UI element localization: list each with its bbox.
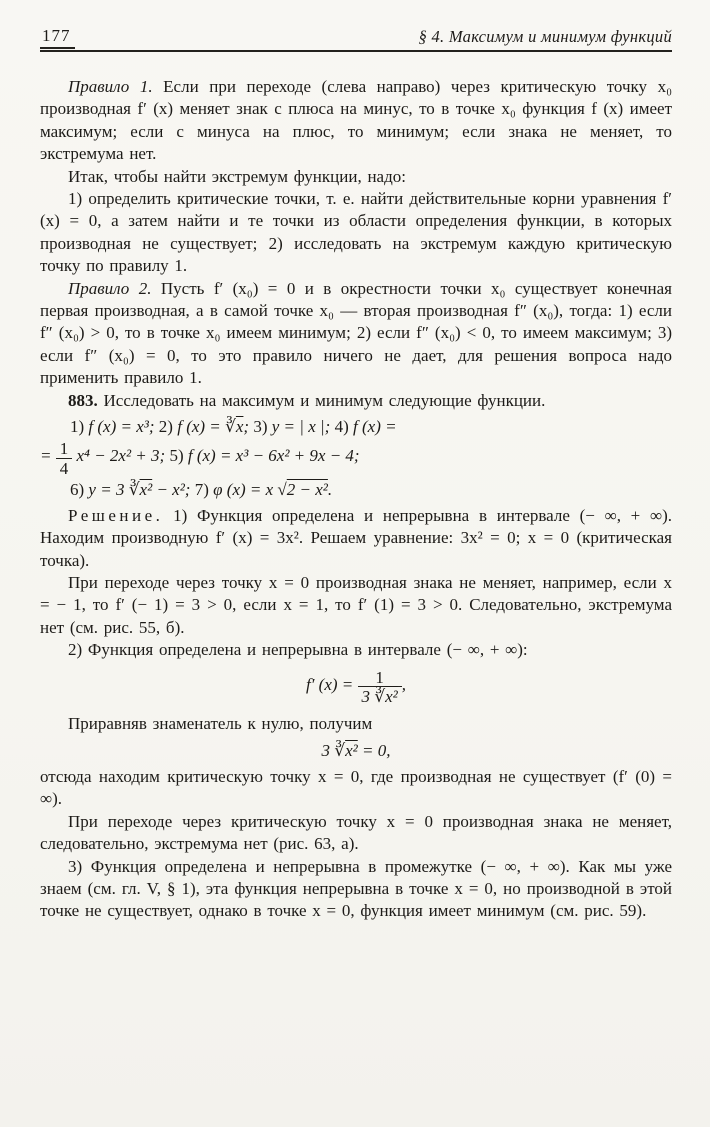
problem-number: 883. [68,390,98,410]
paragraph-function-2: 2) Функция определена и непрерывна в интервале (− ∞, + ∞): [68,640,528,660]
paragraph-steps: 1) определить критические точки, т. е. найти действительные корни уравнения f′ (x) = 0, а затем найти и те точки из области определения функции, в которых производная не существует; 2) исследовать на экстремум каждую критическую точку по правилу 1. [40,189,672,276]
page-number: 177 [40,26,75,49]
paragraph-rule-1 [40,76,672,166]
problem-line-1: 1) f (x) = x³; 2) f $(x) = ∛\overline{x}$; 3) y = | x |; 4) f (x) = [70,417,397,437]
solution-label: Решение. [68,505,164,525]
rule-1-label: Правило 1. [68,77,153,96]
rule-2-label: Правило 2. [68,278,152,298]
paragraph-denominator: Приравняв знаменатель к нулю, получим [68,714,373,734]
paragraph-problem-883 [40,390,672,412]
paragraph-rule-2 [40,278,672,390]
problem-line-2 [40,439,672,478]
paragraph-intro: Итак, чтобы найти экстремум функции, надо: [68,166,406,186]
line-2-rest: x⁴ − 2x² + 3; 5) f (x) = x³ − 6x² + 9x − 4; [72,446,360,466]
problem-list [40,415,672,502]
problem-line-3: 6) y = 3 ∛x² − x²; 7) φ (x) = x √2 − x². [70,479,333,499]
equation-derivative [40,669,672,707]
rule-2-text: Пусть f′ (x₀) = 0 и в окрестности точки x₀ существует конечная первая производная, а в самой точке x₀ — вторая производная f″ (x₀), тогда: 1) если f″ (x₀) > 0, то в точке x₀ имеем минимум; 2) если f″ (x₀) < 0, то имеем максимум; 3) если f″ (x₀) = 0, то это правило ничего не дает, для решения вопроса надо применить правило 1. [40,278,673,388]
section-title: § 4. Максимум и минимум функций [418,27,672,46]
equation-derivative-fraction: $\frac{1}{\text{3 ∛x²}}$ [358,669,402,707]
problem-text: Исследовать на максимум и минимум следующие функции. [103,390,546,410]
equation-derivative-lhs: f′ (x) = [305,674,354,694]
solution-text: 1) Функция определена и непрерывна в интервале (− ∞, + ∞). Находим производную f′ (x) = 3x². Решаем уравнение: 3x² = 0; x = 0 (критическая точка). [40,505,672,570]
paragraph-transition-1: При переходе через точку x = 0 производная знака не меняет, например, если x = − 1, то f′ (− 1) = 3 > 0, если x = 1, то f′ (1) = 3 > 0. Следовательно, экстремума нет (см. рис. 55, б). [40,572,672,637]
page-header [40,26,672,52]
paragraph-solution [40,505,672,572]
paragraph-hence: отсюда находим критическую точку x = 0, где производная не существует (f′ (0) = ∞). [40,767,672,809]
paragraph-transition-2: При переходе через критическую точку x = 0 производная знака не меняет, следовательно, экстремума нет (рис. 63, а). [40,811,672,854]
rule-1-text: Если при переходе (слева направо) через критическую точку x₀ производная f′ (x) меняет знак с плюса на минус, то в точке x₀ функция f (x) имеет максимум; если с минуса на плюс, то минимум; если знака не меняет, то экстремума нет. [40,77,673,164]
fraction-one-quarter: $\frac{1}{4}$ [56,440,73,478]
page-body [40,52,672,923]
equation-radical-zero: 3 ∛x² = 0, [321,740,391,760]
line-2-equals: = [40,446,56,466]
equation-derivative-trail: , [401,674,407,694]
paragraph-function-3: 3) Функция определена и непрерывна в промежутке (− ∞, + ∞). Как мы уже знаем (см. гл. V, § 1), эта функция непрерывна в точке x = 0, но производной в этой точке не существует, однако в точке x = 0, функция имеет минимум (см. рис. 59). [40,856,672,921]
